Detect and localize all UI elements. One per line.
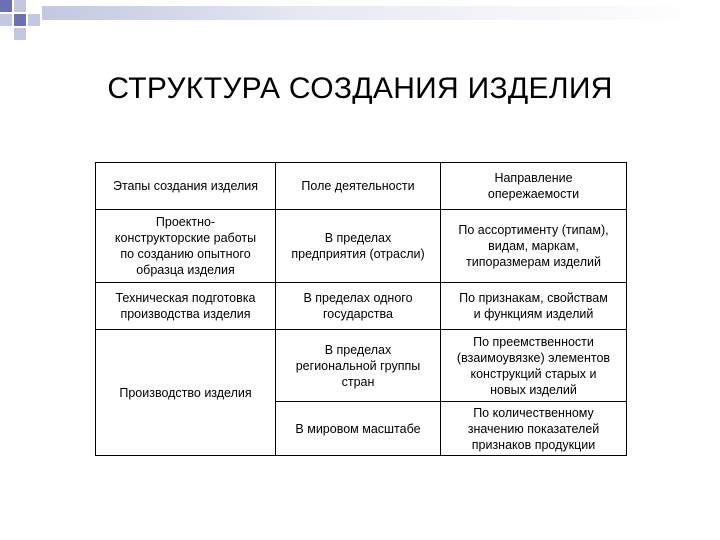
- table-cell: Проектно- конструкторские работы по созданию опытного образца изделия: [96, 210, 276, 283]
- table-row: [96, 283, 627, 330]
- decor-square: [14, 28, 26, 40]
- decor-square: [14, 0, 26, 12]
- decor-square: [0, 0, 12, 12]
- table-cell: По ассортименту (типам), видам, маркам, типоразмерам изделий: [441, 210, 627, 283]
- decor-square: [14, 14, 26, 26]
- corner-decoration: [0, 0, 720, 40]
- table-row: [96, 330, 627, 402]
- slide-title: СТРУКТУРА СОЗДАНИЯ ИЗДЕЛИЯ: [107, 72, 613, 105]
- table-row: [96, 210, 627, 283]
- table-cell: По преемственности (взаимоувязке) элементов конструкций старых и новых изделий: [441, 330, 627, 402]
- decor-square: [28, 14, 40, 26]
- table-cell: По количественному значению показателей признаков продукции: [441, 402, 627, 456]
- table-cell: В пределах одного государства: [276, 283, 441, 330]
- table-cell: Производство изделия: [96, 330, 276, 456]
- decor-square: [0, 14, 12, 26]
- table-cell: В мировом масштабе: [276, 402, 441, 456]
- table-cell: Техническая подготовка производства изделия: [96, 283, 276, 330]
- table-cell: В пределах предприятия (отрасли): [276, 210, 441, 283]
- structure-table: [95, 162, 627, 456]
- table-cell: По признакам, свойствам и функциям изделий: [441, 283, 627, 330]
- header-field: Поле деятельности: [276, 163, 441, 210]
- header-stages: Этапы создания изделия: [96, 163, 276, 210]
- header-direction: Направление опережаемости: [441, 163, 627, 210]
- decor-square: [42, 6, 702, 20]
- table-cell: В пределах региональной группы стран: [276, 330, 441, 402]
- table-header-row: [96, 163, 627, 210]
